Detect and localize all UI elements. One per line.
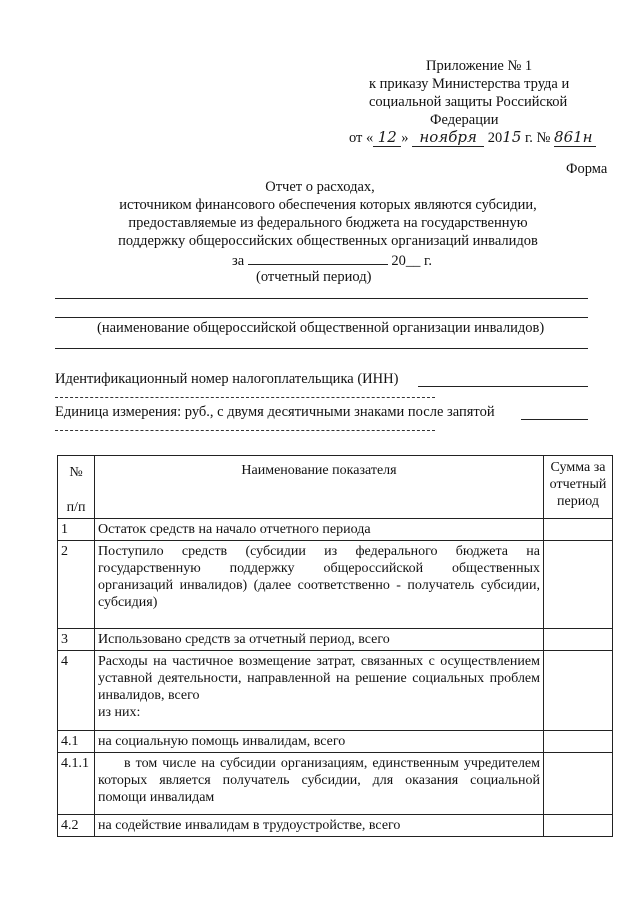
row-text: на социальную помощь инвалидам, всего [95, 731, 544, 753]
row-subtext: из них: [98, 705, 141, 720]
unit-label: Единица измерения: руб., с двумя десятичными знаками после запятой [55, 404, 495, 420]
row-text-cell [95, 651, 544, 731]
appendix-line-3: социальной защиты Российской [369, 94, 568, 110]
table-row [58, 815, 613, 837]
year-suffix: 15 [502, 128, 522, 146]
row-number: 2 [58, 541, 95, 629]
year-prefix: 20 [487, 130, 503, 146]
period-prefix: за [232, 253, 245, 269]
row-sum-cell[interactable] [544, 815, 613, 837]
year-unit: г. № [525, 130, 551, 146]
date-month: ноября [412, 128, 484, 147]
header-number [58, 456, 95, 519]
header-number-pp: п/п [66, 500, 86, 515]
date-prefix: от « [349, 130, 374, 146]
header-sum [544, 456, 613, 519]
unit-dash-line [55, 430, 435, 431]
table-row [58, 541, 613, 629]
appendix-line-2: к приказу Министерства труда и [369, 76, 570, 92]
header-sum-line-3: период [557, 494, 599, 509]
row-text: Поступило средств (субсидии из федерального бюджета на государственную поддержку общероссийской общественных организаций инвалидов) (далее соответственно - получатель субсидии, субсидия) [95, 541, 544, 629]
header-sum-line-2: отчетный [549, 477, 607, 492]
row-number: 4.2 [58, 815, 95, 837]
header-name: Наименование показателя [95, 456, 544, 519]
row-sum-cell[interactable] [544, 753, 613, 815]
row-sum-cell[interactable] [544, 541, 613, 629]
inn-field-line[interactable] [418, 386, 588, 387]
inn-label: Идентификационный номер налогоплательщика (ИНН) [55, 371, 399, 387]
row-text: Остаток средств на начало отчетного периода [95, 519, 544, 541]
date-mid: » [401, 130, 409, 146]
row-number: 4.1 [58, 731, 95, 753]
title-line-4: поддержку общероссийских общественных организаций инвалидов [118, 233, 538, 249]
order-number: 861н [554, 128, 596, 147]
unit-field-line [521, 419, 588, 420]
period-year: 20__ г. [391, 253, 432, 269]
period-caption: (отчетный период) [256, 269, 372, 285]
row-text: в том числе на субсидии организациям, единственным учредителем которых является получатель субсидии, для оказания социальной помощи инвалидам [95, 753, 544, 815]
appendix-line-4: Федерации [430, 112, 499, 128]
org-name-line-2 [55, 317, 588, 318]
appendix-line-1: Приложение № 1 [426, 58, 533, 74]
table-row [58, 651, 613, 731]
row-sum-cell[interactable] [544, 519, 613, 541]
row-sum-cell[interactable] [544, 629, 613, 651]
table-row [58, 519, 613, 541]
title-line-3: предоставляемые из федерального бюджета на государственную [128, 215, 528, 231]
row-text: Расходы на частичное возмещение затрат, связанных с осуществлением уставной деятельности, направленной на решение социальных проблем инвалидов, всего [98, 654, 540, 703]
table-header-row [58, 456, 613, 519]
table-row [58, 731, 613, 753]
period-blank [248, 250, 388, 265]
order-date-line [349, 128, 596, 147]
row-number: 1 [58, 519, 95, 541]
row-sum-cell[interactable] [544, 731, 613, 753]
row-number: 4.1.1 [58, 753, 95, 815]
row-sum-cell[interactable] [544, 651, 613, 731]
header-number-sign: № [69, 465, 83, 480]
form-label: Форма [566, 161, 608, 177]
header-sum-line-1: Сумма за [550, 460, 606, 475]
title-line-2: источником финансового обеспечения которых являются субсидии, [119, 197, 537, 213]
org-name-line-3 [55, 348, 588, 349]
row-number: 3 [58, 629, 95, 651]
title-line-1: Отчет о расходах, [265, 179, 375, 195]
row-text: на содействие инвалидам в трудоустройстве, всего [95, 815, 544, 837]
org-name-line-1 [55, 298, 588, 299]
date-day: 12 [373, 128, 401, 147]
inn-dash-line [55, 397, 435, 398]
table-row [58, 629, 613, 651]
row-text: Использовано средств за отчетный период, всего [95, 629, 544, 651]
org-caption: (наименование общероссийской общественной организации инвалидов) [97, 320, 545, 336]
table-row [58, 753, 613, 815]
expense-table [57, 455, 613, 837]
period-line [232, 250, 432, 270]
row-number: 4 [58, 651, 95, 731]
